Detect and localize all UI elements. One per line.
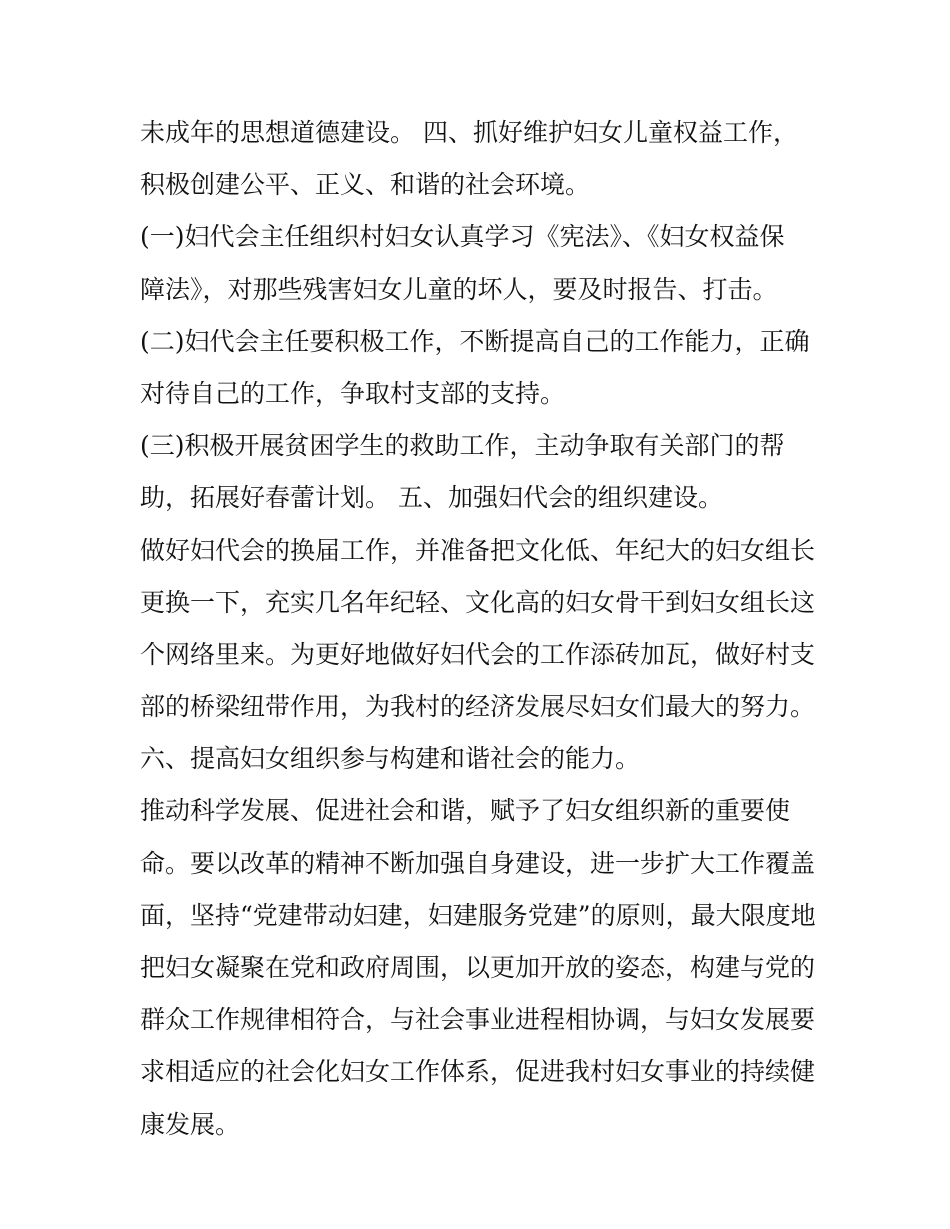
text-line: 障法》，对那些残害妇女儿童的坏人，要及时报告、打击。 — [140, 274, 778, 304]
text-line: 命。要以改革的精神不断加强自身建设，进一步扩大工作覆盖 — [140, 848, 816, 878]
section-heading: 六、提高妇女组织参与构建和谐社会的能力。 — [140, 744, 641, 774]
document-body — [140, 107, 820, 1151]
text-line: 个网络里来。为更好地做好妇代会的工作添砖加瓦，做好村支 — [140, 639, 816, 669]
text-line: 未成年的思想道德建设。 四、抓好维护妇女儿童权益工作， — [140, 118, 798, 147]
text-line: 推动科学发展、促进社会和谐，赋予了妇女组织新的重要使 — [140, 796, 791, 826]
text-line: 做好妇代会的换届工作，并准备把文化低、年纪大的妇女组长 — [140, 535, 816, 565]
text-line: 助，拓展好春蕾计划。 五、加强妇代会的组织建设。 — [140, 483, 723, 513]
text-line: 积极创建公平、正义、和谐的社会环境。 — [140, 170, 591, 200]
text-line: (三)积极开展贫困学生的救助工作，主动争取有关部门的帮 — [140, 431, 785, 461]
text-line: 对待自己的工作，争取村支部的支持。 — [140, 378, 566, 408]
text-line: 群众工作规律相符合，与社会事业进程相协调，与妇女发展要 — [140, 1005, 816, 1035]
text-line: 求相适应的社会化妇女工作体系，促进我村妇女事业的持续健 — [140, 1057, 816, 1087]
text-line: (一)妇代会主任组织村妇女认真学习《宪法》、《妇女权益保 — [140, 222, 785, 252]
text-line: 康发展。 — [140, 1109, 241, 1139]
text-line: 面，坚持“党建带动妇建，妇建服务党建”的原则，最大限度地 — [140, 900, 816, 930]
text-line: 部的桥梁纽带作用，为我村的经济发展尽妇女们最大的努力。 — [140, 692, 816, 722]
text-line: 更换一下，充实几名年纪轻、文化高的妇女骨干到妇女组长这 — [140, 587, 816, 617]
text-line: (二)妇代会主任要积极工作，不断提高自己的工作能力，正确 — [140, 326, 810, 356]
text-line: 把妇女凝聚在党和政府周围，以更加开放的姿态，构建与党的 — [140, 953, 816, 982]
